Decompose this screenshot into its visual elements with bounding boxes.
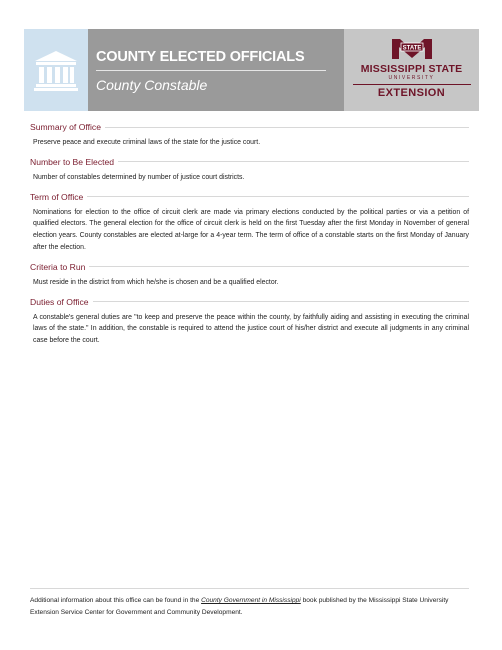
logo-extension: EXTENSION bbox=[377, 87, 446, 99]
msu-extension-logo bbox=[344, 29, 479, 111]
section-term bbox=[30, 190, 469, 254]
banner-title: COUNTY ELECTED OFFICIALS bbox=[96, 49, 326, 71]
document-body bbox=[30, 120, 469, 353]
section-heading: Criteria to Run bbox=[30, 261, 86, 272]
section-number-elected bbox=[30, 155, 469, 184]
footer-note bbox=[30, 595, 469, 618]
footer-text-after: book published by the Mississippi State University Extension Service Center for Government and Community Development. bbox=[30, 597, 449, 616]
section-rule bbox=[118, 161, 469, 162]
logo-seal-text: STATE bbox=[402, 45, 421, 52]
footer-rule bbox=[30, 588, 469, 589]
section-text: Preserve peace and execute criminal laws of the state for the justice court. bbox=[33, 139, 261, 146]
courthouse-icon-panel bbox=[24, 29, 88, 111]
section-duties bbox=[30, 295, 469, 347]
logo-divider bbox=[353, 84, 471, 85]
section-text: Must reside in the district from which he/she is chosen and be a qualified elector. bbox=[33, 278, 279, 286]
logo-university-small: UNIVERSITY bbox=[388, 75, 435, 81]
section-heading: Duties of Office bbox=[30, 296, 89, 307]
section-rule bbox=[105, 127, 469, 128]
section-summary bbox=[30, 120, 469, 149]
footer-book-title: County Government in Mississippi bbox=[201, 597, 301, 604]
footer-text-before: Additional information about this office can be found in the bbox=[30, 597, 202, 604]
logo-university: MISSISSIPPI STATE bbox=[360, 63, 463, 75]
section-text: A constable's general duties are "to keep and preserve the peace within the county, by faithfully aiding and assisting in executing the criminal laws of the state." In addition, the constable is required to attend the justice court of his/her district and execute all judgments in any criminal case before the court. bbox=[33, 313, 469, 345]
courthouse-icon bbox=[33, 47, 79, 93]
section-rule bbox=[89, 266, 469, 267]
section-text: Nominations for election to the office of circuit clerk are made via primary elections conducted by the political parties or via a petition of qualified electors. The general election for the office of circuit clerk is held on the first Tuesday after the first Monday in November of general election years. County constables are elected at-large for a 4-year term. The term of office of a constable starts on the first Monday of January after the election. bbox=[33, 208, 469, 251]
section-heading: Term of Office bbox=[30, 191, 84, 202]
section-rule bbox=[87, 196, 469, 197]
section-heading: Number to Be Elected bbox=[30, 156, 115, 167]
section-criteria bbox=[30, 260, 469, 289]
banner-subtitle: County Constable bbox=[96, 77, 208, 93]
section-heading: Summary of Office bbox=[30, 122, 101, 132]
banner-title-panel bbox=[88, 29, 344, 111]
section-text: Number of constables determined by number of justice court districts. bbox=[33, 173, 245, 181]
header-banner bbox=[24, 29, 479, 111]
msu-m-state-logo-icon bbox=[390, 37, 434, 61]
section-rule bbox=[93, 301, 469, 302]
